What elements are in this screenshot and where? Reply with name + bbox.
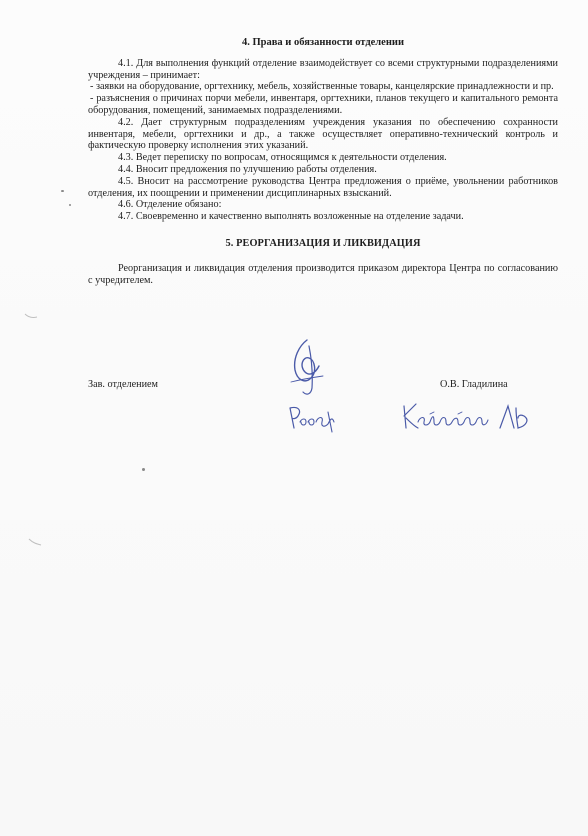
handwritten-signature-left	[284, 402, 346, 434]
handwritten-signature-main	[285, 336, 333, 398]
document-body	[88, 37, 558, 286]
scan-speck	[142, 468, 145, 471]
paragraph-4-1-item-2: - разъяснения о причинах порчи мебели, инвентаря, оргтехники, планов текущего и капитального ремонта оборудования, помещений, занимаемых подразделениями.	[88, 93, 558, 116]
paragraph-4-1-item-1: - заявки на оборудование, оргтехнику, мебель, хозяйственные товары, канцелярские принадлежности и пр.	[90, 81, 554, 93]
position-label: Зав. отделением	[88, 379, 158, 390]
signer-name: О.В. Гладилина	[440, 379, 508, 390]
handwritten-signature-right	[400, 400, 540, 436]
margin-mark	[24, 312, 38, 320]
paragraph-5: Реорганизация и ликвидация отделения производится приказом директора Центра по согласованию с учредителем.	[88, 262, 558, 286]
section-4-title: 4. Права и обязанности отделении	[241, 37, 404, 48]
paragraph-4-7: 4.7. Своевременно и качественно выполнять возложенные на отделение задачи.	[118, 211, 464, 223]
scan-speck	[61, 190, 64, 192]
paragraph-4-3: 4.3. Ведет переписку по вопросам, относящимся к деятельности отделения.	[118, 152, 447, 164]
section-5-title: 5. РЕОРГАНИЗАЦИЯ И ЛИКВИДАЦИЯ	[225, 237, 421, 249]
scan-speck	[69, 204, 71, 206]
paragraph-4-5: 4.5. Вносит на рассмотрение руководства Центра предложения о приёме, увольнении работников отделения, их поощрении и применении дисциплинарных взысканий.	[88, 175, 558, 199]
margin-mark	[28, 538, 42, 546]
paragraph-4-2: 4.2. Дает структурным подразделениям учреждения указания по обеспечению сохранности инвентаря, мебели, оргтехники и др., а также осуществляет оперативно-технический контроль и фактическую проверку исполнения этих указаний.	[88, 116, 558, 152]
paragraph-4-6: 4.6. Отделение обязано:	[118, 199, 222, 211]
paragraph-4-1: 4.1. Для выполнения функций отделение взаимодействует со всеми структурными подразделениями учреждения – принимает:	[88, 57, 558, 81]
paragraph-4-4: 4.4. Вносит предложения по улучшению работы отделения.	[118, 163, 377, 175]
